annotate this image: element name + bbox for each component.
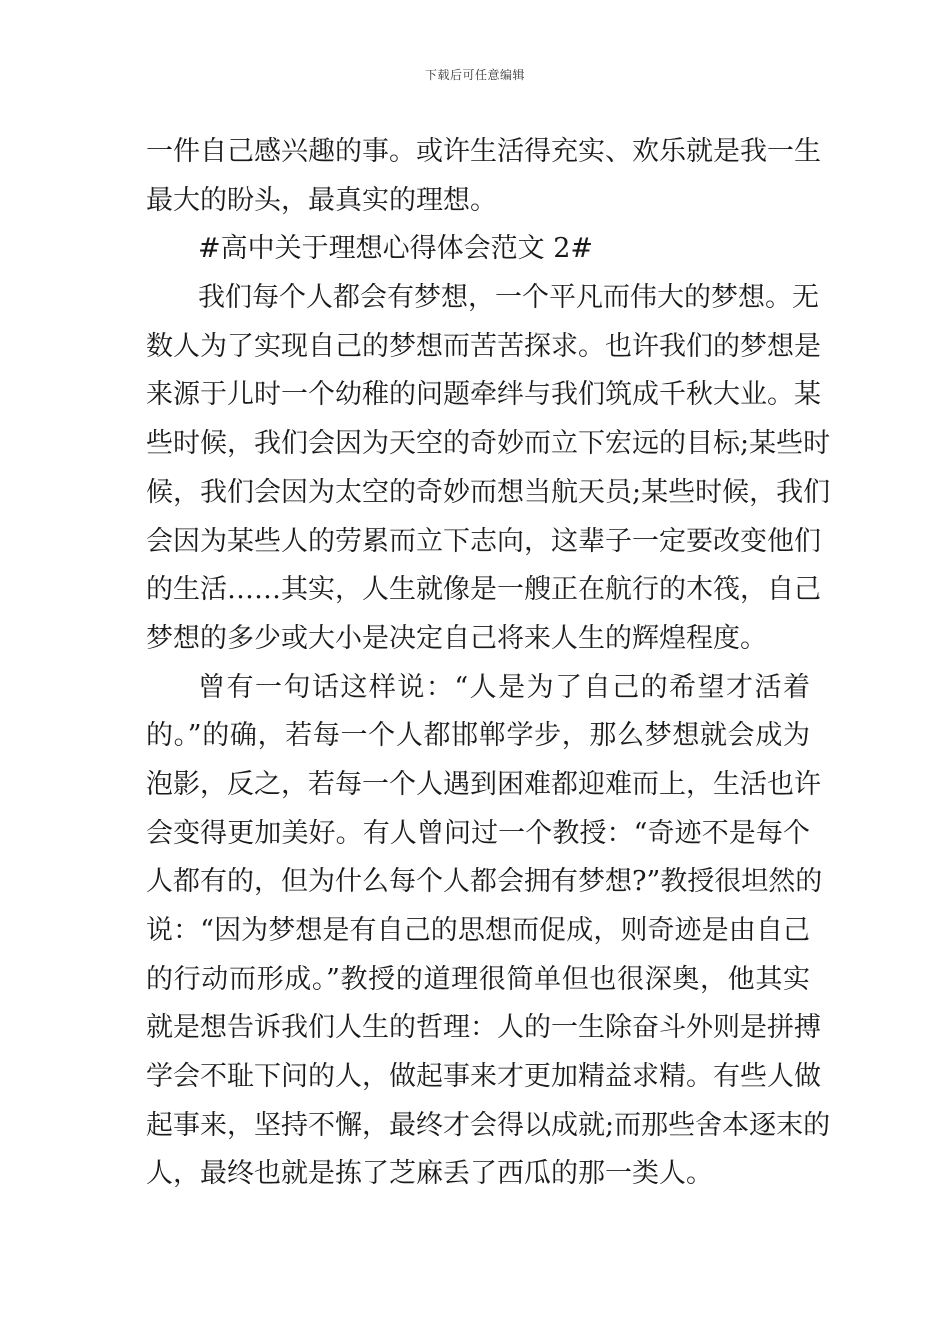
page-header: 下载后可任意编辑 <box>424 68 525 82</box>
paragraph-line: 学会不耻下问的人，做起事来才更加精益求精。有些人做 <box>146 1061 821 1093</box>
paragraph-1 <box>146 274 831 664</box>
paragraph-line: 说：“因为梦想是有自己的思想而促成，则奇迹是由自己 <box>146 915 810 946</box>
paragraph-line: 些时候，我们会因为天空的奇妙而立下宏远的目标;某些时 <box>146 428 831 460</box>
paragraph-line: 曾有一句话这样说：“人是为了自己的希望才活着 <box>198 671 810 703</box>
paragraph-line: 会变得更加美好。有人曾问过一个教授：“奇迹不是每个 <box>146 817 810 849</box>
section-heading: #高中关于理想心得体会范文 2# <box>198 233 594 265</box>
paragraph-line: 数人为了实现自己的梦想而苦苦探求。也许我们的梦想是 <box>146 330 821 362</box>
paragraph-line: 人都有的，但为什么每个人都会拥有梦想?”教授很坦然的 <box>146 866 823 898</box>
paragraph-2 <box>146 664 831 1200</box>
paragraph-line: 梦想的多少或大小是决定自己将来人生的辉煌程度。 <box>146 622 767 654</box>
paragraph-line: 来源于儿时一个幼稚的问题牵绊与我们筑成千秋大业。某 <box>146 379 821 411</box>
paragraph-line: 人，最终也就是拣了芝麻丢了西瓜的那一类人。 <box>146 1158 713 1190</box>
paragraph-line: 最大的盼头，最真实的理想。 <box>146 184 497 216</box>
paragraph-line: 一件自己感兴趣的事。或许生活得充实、欢乐就是我一生 <box>146 136 821 167</box>
paragraph-line: 泡影，反之，若每一个人遇到困难都迎难而上，生活也许 <box>146 768 821 800</box>
paragraph-continued <box>146 128 821 225</box>
document-body <box>146 128 831 1199</box>
paragraph-line: 的生活……其实，人生就像是一艘正在航行的木筏，自己 <box>146 574 821 606</box>
paragraph-line: 就是想告诉我们人生的哲理：人的一生除奋斗外则是拼搏 <box>146 1012 821 1044</box>
paragraph-line: 会因为某些人的劳累而立下志向，这辈子一定要改变他们 <box>146 525 821 557</box>
paragraph-line: 的行动而形成。”教授的道理很简单但也很深奥，他其实 <box>146 963 810 995</box>
paragraph-line: 起事来，坚持不懈，最终才会得以成就;而那些舍本逐末的 <box>146 1109 831 1141</box>
paragraph-line: 的。”的确，若每一个人都邯郸学步，那么梦想就会成为 <box>146 720 810 752</box>
paragraph-line: 候，我们会因为太空的奇妙而想当航天员;某些时候，我们 <box>146 476 831 508</box>
paragraph-line: 我们每个人都会有梦想，一个平凡而伟大的梦想。无 <box>198 282 819 314</box>
